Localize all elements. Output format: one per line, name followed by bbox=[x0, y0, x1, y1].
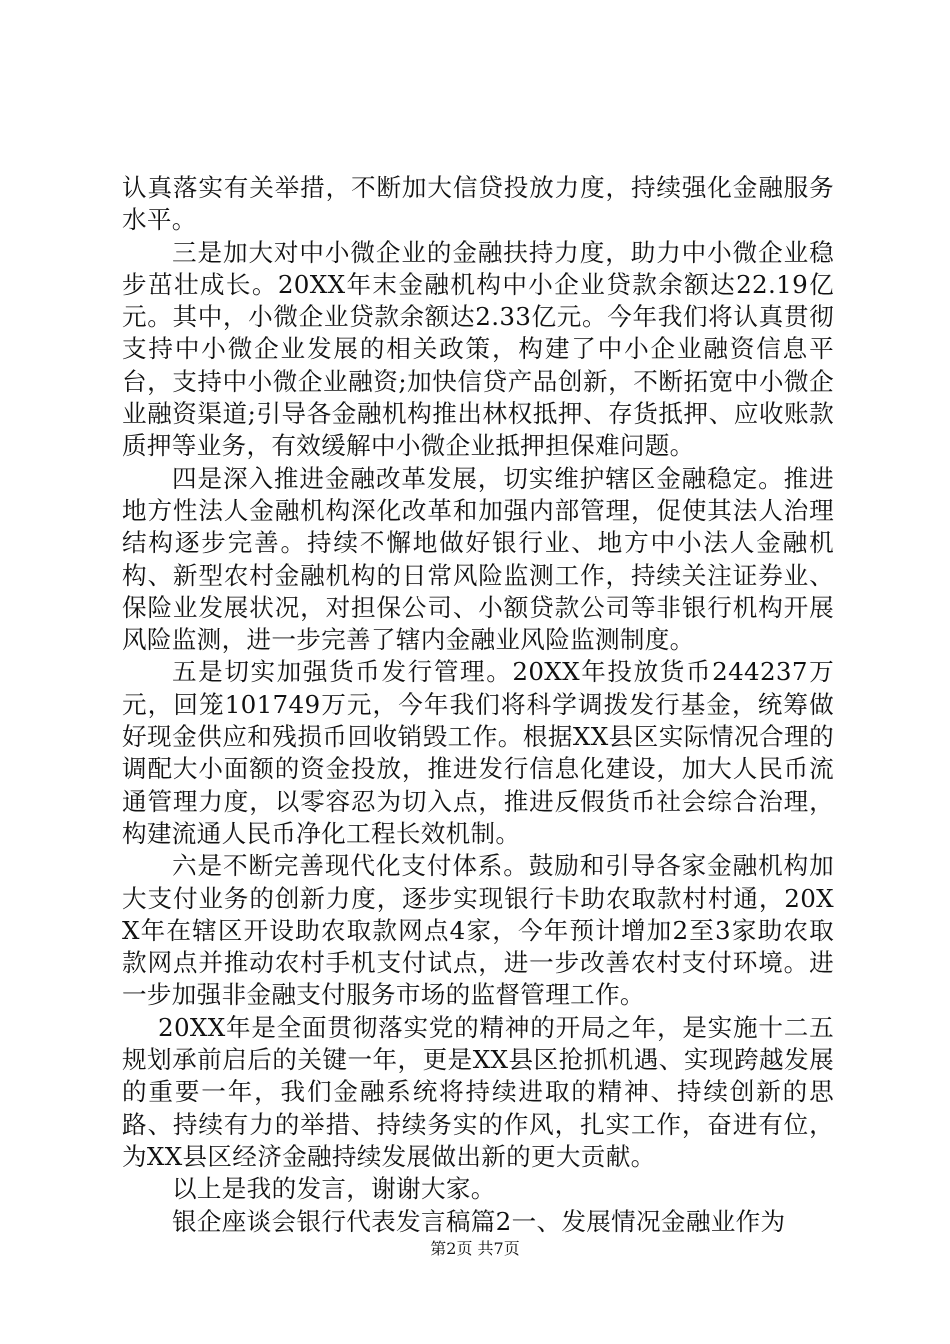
paragraph-4: 五是切实加强货币发行管理。20XX年投放货币244237万元，回笼101749万元，今年我们将科学调拨发行基金，统筹做好现金供应和残损币回收销毁工作。根据XX县区实际情况合理的调配大小面额的资金投放，推进发行信息化建设，加大人民币流通管理力度，以零容忍为切入点，推进反假货币社会综合治理，构建流通人民币净化工程长效机制。 bbox=[122, 657, 834, 848]
paragraph-2: 三是加大对中小微企业的金融扶持力度，助力中小微企业稳步茁壮成长。20XX年末金融机构中小企业贷款余额达22.19亿元。其中，小微企业贷款余额达2.33亿元。今年我们将认真贯彻支持中小微企业发展的相关政策，构建了中小企业融资信息平台，支持中小微企业融资;加快信贷产品创新，不断拓宽中小微企业融资渠道;引导各金融机构推出林权抵押、存货抵押、应收账款质押等业务，有效缓解中小微企业抵押担保难问题。 bbox=[122, 237, 834, 461]
paragraph-1: 认真落实有关举措，不断加大信贷投放力度，持续强化金融服务水平。 bbox=[122, 173, 834, 235]
paragraph-3: 四是深入推进金融改革发展，切实维护辖区金融稳定。推进地方性法人金融机构深化改革和加强内部管理，促使其法人治理结构逐步完善。持续不懈地做好银行业、地方中小法人金融机构、新型农村金融机构的日常风险监测工作，持续关注证券业、保险业发展状况，对担保公司、小额贷款公司等非银行机构开展风险监测，进一步完善了辖内金融业风险监测制度。 bbox=[122, 463, 834, 655]
paragraph-5: 六是不断完善现代化支付体系。鼓励和引导各家金融机构加大支付业务的创新力度，逐步实现银行卡助农取款村村通，20XX年在辖区开设助农取款网点4家，今年预计增加2至3家助农取款网点并推动农村手机支付试点，进一步改善农村支付环境。进一步加强非金融支付服务市场的监督管理工作。 bbox=[122, 851, 834, 1010]
page-number-footer: 第2页 共7页 bbox=[430, 1239, 520, 1258]
paragraph-8: 银企座谈会银行代表发言稿篇2一、发展情况金融业作为 bbox=[172, 1206, 786, 1236]
paragraph-6: 20XX年是全面贯彻落实党的精神的开局之年，是实施十二五规划承前启后的关键一年，更是XX县区抢抓机遇、实现跨越发展的重要一年，我们金融系统将持续进取的精神、持续创新的思路、持续有力的举措、持续务实的作风，扎实工作，奋进有位，为XX县区经济金融持续发展做出新的更大贡献。 bbox=[122, 1012, 834, 1171]
document-body bbox=[122, 172, 834, 1238]
paragraph-7: 以上是我的发言，谢谢大家。 bbox=[172, 1174, 496, 1204]
